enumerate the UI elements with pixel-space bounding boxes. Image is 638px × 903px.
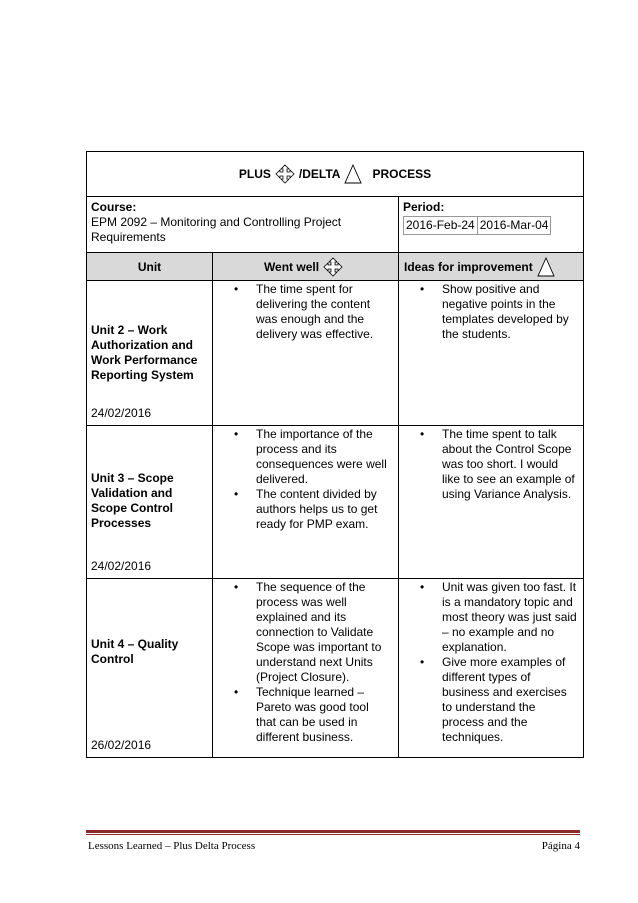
list-item: • The time spent for delivering the content was enough and the delivery was effective. [256, 282, 392, 342]
list-item: • Unit was given too fast. It is a mandatory topic and most theory was just said – no example and no explanation. [442, 580, 577, 655]
list-item: • The importance of the process and its consequences were well delivered. [256, 427, 392, 487]
title-process: PROCESS [372, 167, 432, 181]
unit-cell [87, 281, 213, 425]
header-went-well-label: Went well [263, 259, 320, 274]
header-ideas [399, 253, 583, 280]
unit-date: 24/02/2016 [91, 406, 152, 420]
table-row [87, 425, 583, 578]
unit-cell [87, 426, 213, 578]
triangle-delta-icon [537, 257, 555, 277]
went-well-list [213, 426, 398, 532]
went-well-list [213, 281, 398, 342]
header-unit-label: Unit [137, 259, 162, 274]
period-end[interactable]: 2016-Mar-04 [478, 216, 552, 235]
ideas-cell [399, 281, 583, 425]
footer-divider-thick [86, 830, 580, 833]
unit-title: Unit 3 – Scope Validation and Scope Control Processes [91, 471, 174, 530]
period-label: Period: [403, 200, 445, 214]
table-title [87, 152, 583, 196]
header-unit [87, 253, 213, 280]
page-number: Página 4 [541, 840, 580, 852]
unit-date: 24/02/2016 [91, 559, 152, 573]
unit-title: Unit 2 – Work Authorization and Work Performance Reporting System [91, 323, 198, 382]
list-item: • The content divided by authors helps us to get ready for PMP exam. [256, 487, 392, 532]
list-item: • The time spent to talk about the Control Scope was too short. I would like to see an example of using Variance Analysis. [442, 427, 577, 502]
period-start[interactable]: 2016-Feb-24 [403, 216, 478, 235]
ideas-cell [399, 426, 583, 578]
header-row [87, 252, 583, 280]
went-well-list [213, 579, 398, 745]
course-cell [87, 197, 399, 252]
ideas-list [399, 281, 583, 342]
course-label: Course: [91, 200, 137, 214]
ideas-cell [399, 579, 583, 757]
unit-cell [87, 579, 213, 757]
list-item: • Show positive and negative points in the templates developed by the students. [442, 282, 577, 342]
header-ideas-label: Ideas for improvement [404, 259, 533, 274]
went-well-cell [213, 281, 399, 425]
footer-divider-thin [86, 834, 580, 835]
ideas-list [399, 579, 583, 745]
table-row [87, 280, 583, 425]
four-arrow-move-icon [275, 164, 295, 184]
went-well-cell [213, 579, 399, 757]
header-went-well [213, 253, 399, 280]
period-cell [399, 197, 583, 252]
plus-delta-table [86, 151, 584, 758]
period-boxes [403, 216, 579, 235]
title-delta: /DELTA [298, 167, 341, 181]
footer-title: Lessons Learned – Plus Delta Process [88, 840, 256, 852]
title-plus: PLUS [238, 167, 271, 181]
went-well-cell [213, 426, 399, 578]
list-item: • Give more examples of different types of business and exercises to understand the process and the techniques. [442, 655, 577, 745]
list-item: • The sequence of the process was well explained and its connection to Validate Scope was important to understand next Units (Project Closure). [256, 580, 392, 685]
list-item: • Technique learned – Pareto was good tool that can be used in different business. [256, 685, 392, 745]
course-period-row [87, 196, 583, 252]
four-arrow-move-icon [323, 257, 343, 277]
unit-title: Unit 4 – Quality Control [91, 637, 179, 666]
course-value: EPM 2092 – Monitoring and Controlling Project Requirements [91, 215, 342, 244]
table-row [87, 578, 583, 757]
unit-date: 26/02/2016 [91, 738, 152, 752]
triangle-delta-icon [344, 164, 362, 184]
ideas-list [399, 426, 583, 502]
